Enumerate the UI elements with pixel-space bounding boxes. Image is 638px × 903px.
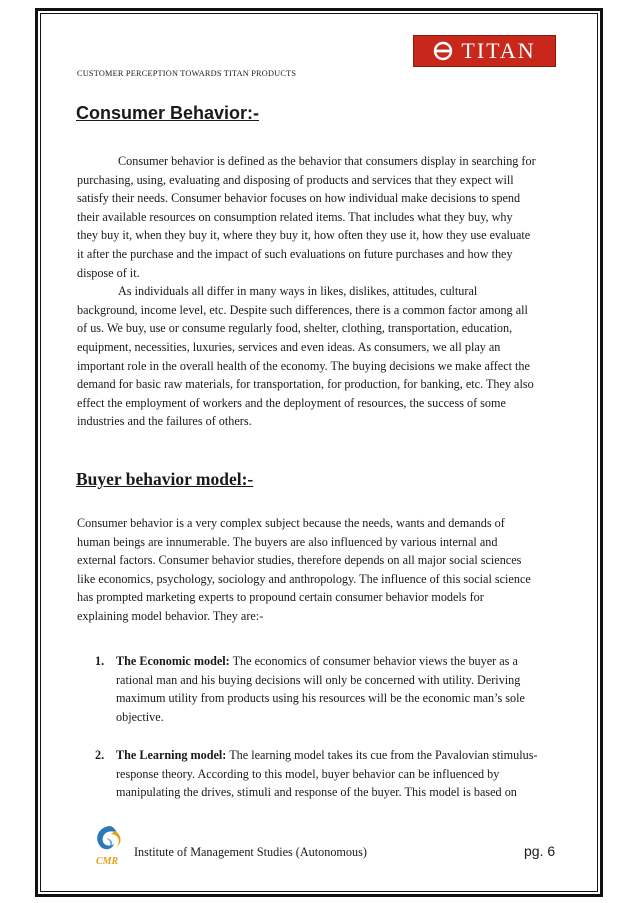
text-line: maximum utility from products using his resources will be the economic man’s sole [116,691,525,706]
text-line: explaining model behavior. They are:- [77,608,264,623]
list-item-text: The learning model takes its cue from the Pavalovian stimulus- [226,748,538,762]
text-line: industries and the failures of others. [77,414,252,429]
text-line: equipment, necessities, luxuries, services and even ideas. As consumers, we all play an [77,339,501,354]
list-item-body [116,746,538,802]
text-line: rational man and his buying decisions will only be concerned with utility. Deriving [116,672,521,687]
text-line: important role in the overall health of the economy. The buying decisions we make affect the [77,358,530,373]
text-line: background, income level, etc. Despite such differences, there is a common factor among all [77,302,528,317]
list-item-title: The Learning model: [116,748,227,762]
list-number: 2. [95,748,105,762]
cmr-logo [88,822,130,868]
cmr-logo-text: CMR [96,856,119,867]
footer-institute: Institute of Management Studies (Autonomous) [134,845,367,859]
page-number: pg. 6 [524,843,556,859]
text-line [116,746,538,765]
text-line: As individuals all differ in many ways in likes, dislikes, attitudes, cultural [118,284,478,299]
text-line: objective. [116,709,164,724]
text-line: Consumer behavior is a very complex subject because the needs, wants and demands of [77,516,505,530]
text-line: purchasing, using, evaluating and disposing of products and services that they expect will [77,172,514,187]
list-item-title: The Economic model: [116,654,230,668]
text-line: manipulating the drives, stimuli and response of the buyer. This model is based on [116,785,517,800]
list-item-body [116,652,525,726]
text-line: dispose of it. [77,265,140,280]
section-heading-buyer-behavior-model: Buyer behavior model:- [76,469,254,489]
text-line: Consumer behavior is defined as the behavior that consumers display in searching for [118,154,536,168]
text-line: external factors. Consumer behavior studies, therefore depends on all major social sciences [77,553,522,568]
text-line [116,652,525,671]
text-line: human beings are innumerable. The buyers are also influenced by various internal and [77,534,498,549]
text-line: response theory. According to this model, buyer behavior can be influenced by [116,766,500,781]
text-line: their available resources on consumption related items. That includes what they buy, why [77,209,513,224]
text-line: it after the purchase and the impact of such evaluations on future purchases and how they [77,246,513,261]
titan-emblem-icon [433,41,453,61]
running-header: CUSTOMER PERCEPTION TOWARDS TITAN PRODUCTS [77,69,297,78]
list-item-text: The economics of consumer behavior views the buyer as a [229,654,518,668]
list-number: 1. [95,654,105,668]
paragraph-buyer-model [77,514,561,626]
titan-logo [413,35,556,67]
text-line: has prompted marketing experts to propound certain consumer behavior models for [77,590,484,605]
paragraph-definition [77,152,561,431]
logo-text: TITAN [461,38,536,63]
text-line: they buy it, when they buy it, where they buy it, how often they use it, how they use evaluate [77,228,531,243]
text-line: of us. We buy, use or consume regularly food, shelter, clothing, transportation, education, [77,321,513,336]
text-line: effect the employment of workers and the deployment of resources, the success of some [77,395,506,410]
text-line: demand for basic raw materials, for transportation, for production, for banking, etc. They also [77,377,534,392]
text-line: like economics, psychology, sociology and anthropology. The influence of this social science [77,571,531,586]
text-line: satisfy their needs. Consumer behavior focuses on how individual make decisions to spend [77,191,521,206]
section-heading-consumer-behavior: Consumer Behavior:- [76,103,260,123]
